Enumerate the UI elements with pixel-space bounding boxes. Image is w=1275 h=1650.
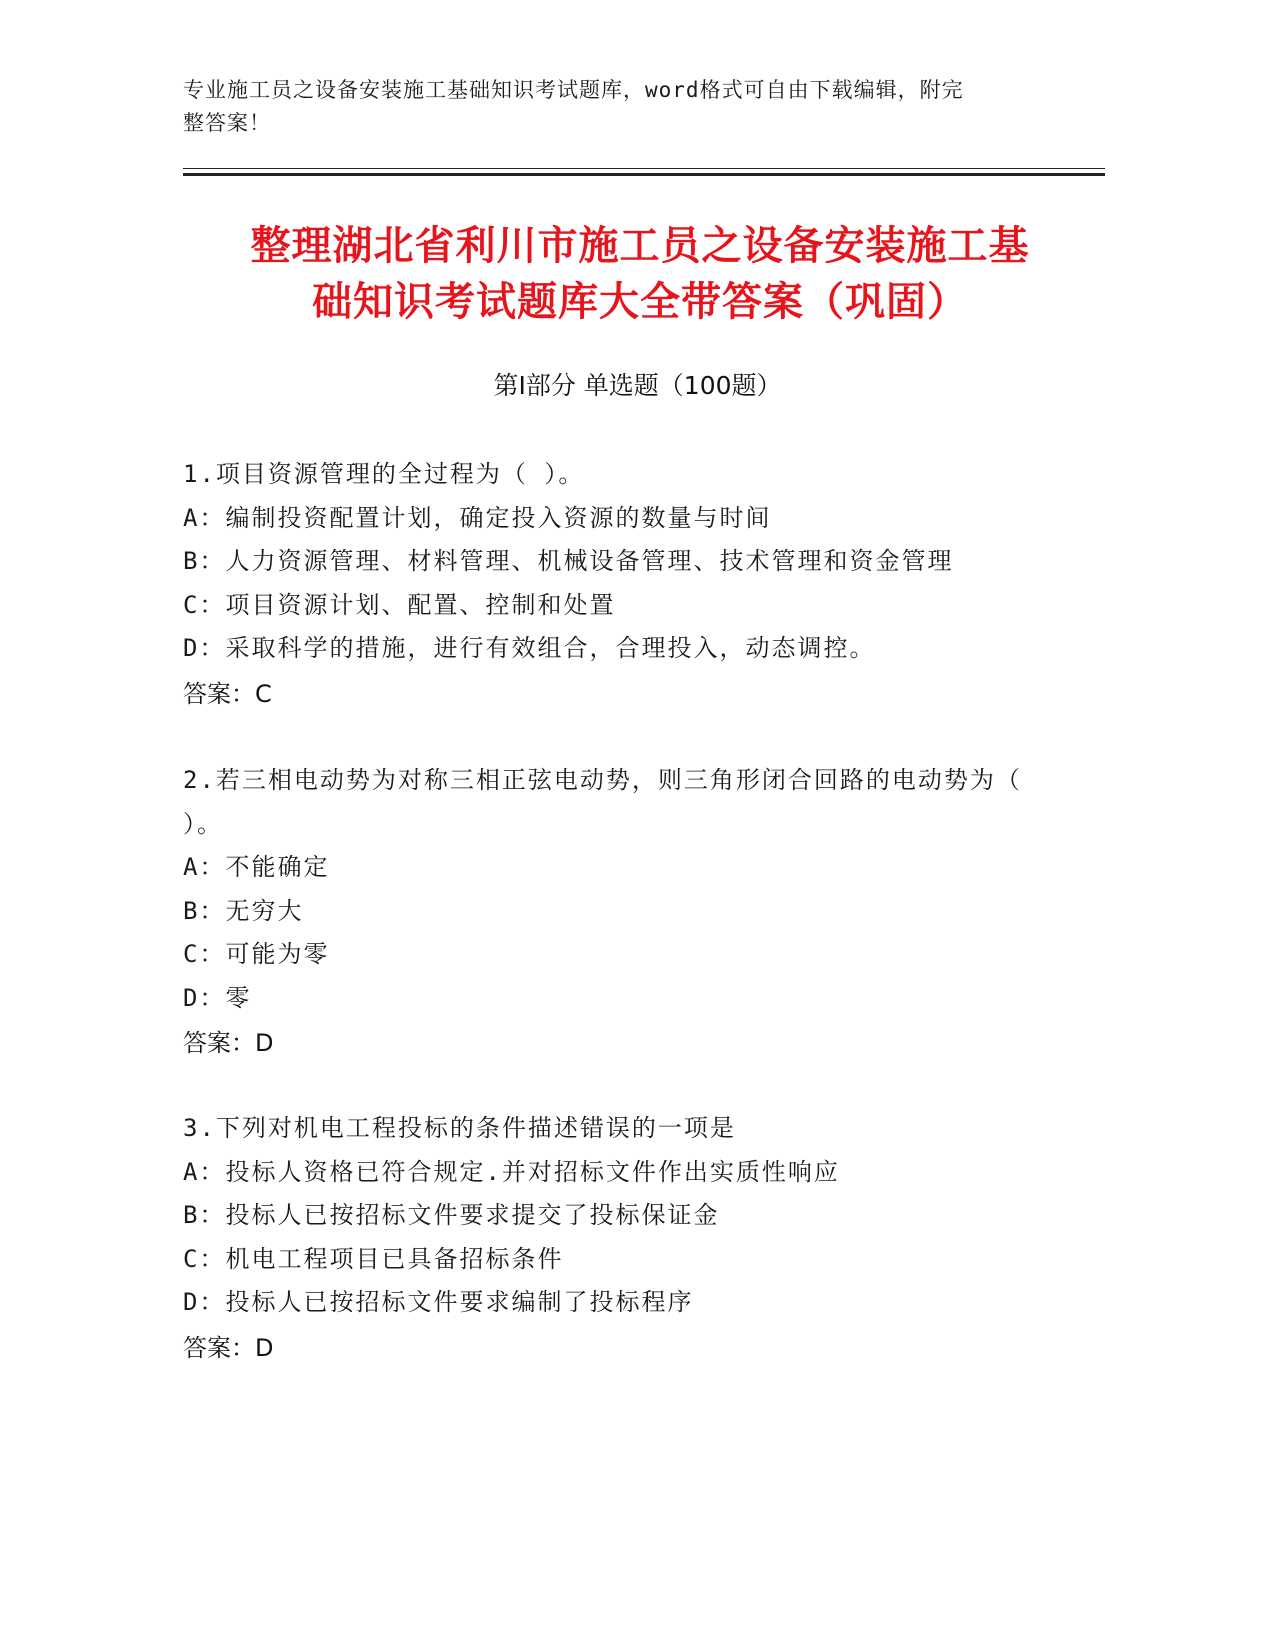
option-a: A：编制投资配置计划，确定投入资源的数量与时间 — [183, 503, 772, 532]
intro-line-1: 专业施工员之设备安装施工基础知识考试题库，word格式可自由下载编辑，附完 — [183, 78, 964, 102]
answer: 答案：C — [183, 679, 272, 708]
option-c: C：项目资源计划、配置、控制和处置 — [183, 590, 616, 619]
option-a: A：不能确定 — [183, 853, 330, 881]
question-2 — [183, 759, 1063, 1066]
document-title — [150, 218, 1130, 330]
intro-line-2: 整答案！ — [183, 111, 271, 135]
option-d: D：零 — [183, 983, 252, 1012]
option-b: B：投标人已按招标文件要求提交了投标保证金 — [183, 1201, 720, 1229]
option-d: D：投标人已按招标文件要求编制了投标程序 — [183, 1288, 694, 1316]
question-stem: 2.若三相电动势为对称三相正弦电动势，则三角形闭合回路的电动势为（ ）。 — [183, 766, 1039, 838]
question-stem: 3.下列对机电工程投标的条件描述错误的一项是 — [183, 1114, 736, 1142]
option-b: B：人力资源管理、材料管理、机械设备管理、技术管理和资金管理 — [183, 547, 954, 575]
question-1 — [183, 453, 1063, 717]
option-a: A：投标人资格已符合规定.并对招标文件作出实质性响应 — [183, 1157, 840, 1186]
header-divider-thick — [183, 173, 1105, 176]
answer: 答案：D — [183, 1029, 274, 1057]
intro-text — [183, 74, 1063, 140]
option-d: D：采取科学的措施，进行有效组合，合理投入，动态调控。 — [183, 634, 876, 662]
question-3 — [183, 1107, 1063, 1371]
title-line-1: 整理湖北省利川市施工员之设备安装施工基 — [250, 223, 1030, 269]
option-b: B：无穷大 — [183, 896, 304, 925]
option-c: C：机电工程项目已具备招标条件 — [183, 1244, 564, 1273]
header-divider-thin — [183, 168, 1105, 169]
title-line-2: 础知识考试题库大全带答案（巩固） — [312, 279, 968, 325]
section-heading: 第Ⅰ部分 单选题（100题） — [493, 371, 782, 400]
answer: 答案：D — [183, 1333, 274, 1362]
option-c: C：可能为零 — [183, 940, 330, 968]
question-stem: 1.项目资源管理的全过程为（ ）。 — [183, 460, 585, 488]
